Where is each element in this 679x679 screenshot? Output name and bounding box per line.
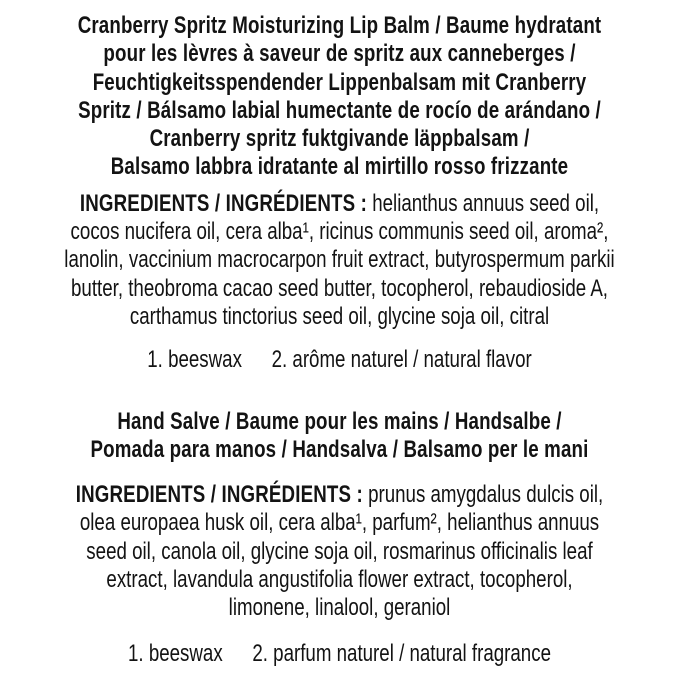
text-line: Balsamo labbra idratante al mirtillo rosso frizzante (110, 153, 569, 181)
text-line: Pomada para manos / Handsalva / Balsamo per le mani (90, 435, 589, 463)
text-line: cocos nucifera oil, cera alba¹, ricinus communis seed oil, aroma², (70, 218, 609, 246)
hand-salve-ingredients-text: prunus amygdalus dulcis oil, (362, 481, 604, 509)
text-line: pour les lèvres à saveur de spritz aux canneberges / (103, 40, 576, 68)
text-line: Spritz / Bálsamo labial humectante de rocío de arándano / (78, 96, 601, 124)
text-line: Hand Salve / Baume pour les mains / Handsalbe / (117, 407, 562, 435)
hand-salve-footnote-fragrance: 2. parfum naturel / natural fragrance (252, 639, 551, 667)
lip-balm-footnote-flavor: 2. arôme naturel / natural flavor (271, 346, 532, 374)
lip-balm-footnotes (0, 346, 679, 374)
text-line: limonene, linalool, geraniol (228, 594, 451, 622)
lip-balm-ingredients-lines (0, 218, 679, 331)
lip-balm-product-title (0, 0, 679, 182)
text-line: seed oil, canola oil, glycine soja oil, rosmarinus officinalis leaf (86, 537, 593, 565)
text-line: butter, theobroma cacao seed butter, tocopherol, rebaudioside A, (70, 274, 609, 302)
text-line: lanolin, vaccinium macrocarpon fruit extract, butyrospermum parkii (64, 246, 615, 274)
lip-balm-ingredients (0, 190, 679, 331)
hand-salve-ingredients-line (0, 481, 679, 509)
hand-salve-footnote-beeswax: 1. beeswax (128, 639, 223, 667)
hand-salve-ingredients-lines (0, 509, 679, 622)
text-line: Feuchtigkeitsspendender Lippenbalsam mit Cranberry (92, 68, 587, 96)
text-line: olea europaea husk oil, cera alba¹, parfum², helianthus annuus (79, 509, 600, 537)
lip-balm-ingredients-text: helianthus annuus seed oil, (367, 189, 600, 217)
hand-salve-ingredients-heading: INGREDIENTS / INGRÉDIENTS : (75, 481, 363, 509)
text-line: extract, lavandula angustifolia flower extract, tocopherol, (106, 566, 573, 594)
hand-salve-ingredients (0, 481, 679, 622)
text-line: Cranberry Spritz Moisturizing Lip Balm / Baume hydratant (77, 12, 602, 39)
lip-balm-ingredients-heading: INGREDIENTS / INGRÉDIENTS : (79, 189, 368, 217)
hand-salve-footnotes (0, 640, 679, 668)
lip-balm-ingredients-line (0, 190, 679, 218)
hand-salve-product-title (0, 408, 679, 465)
lip-balm-footnote-beeswax: 1. beeswax (147, 346, 242, 374)
text-line: carthamus tinctorius seed oil, glycine soja oil, citral (129, 302, 550, 330)
text-line: Cranberry spritz fuktgivande läppbalsam / (149, 125, 530, 153)
